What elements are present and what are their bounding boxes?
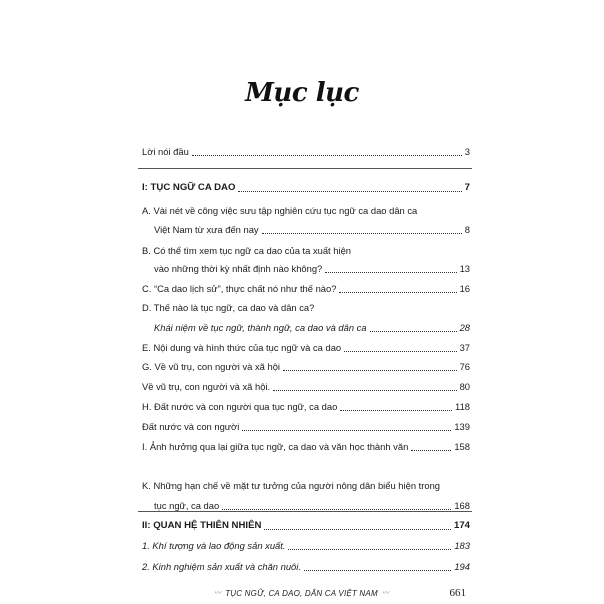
dot-leader bbox=[242, 429, 451, 431]
toc-page-number: 3 bbox=[464, 146, 470, 157]
toc-entry-text: E. Nội dung và hình thức của tục ngữ và ca dao bbox=[142, 342, 342, 353]
toc-entry-text: II: QUAN HỆ THIÊN NHIÊN bbox=[142, 520, 262, 531]
toc-entry-line bbox=[142, 421, 470, 433]
toc-entry-text: B. Có thể tìm xem tục ngữ ca dao của ta xuất hiện bbox=[142, 245, 351, 256]
toc-entry-text: I. Ảnh hưởng qua lại giữa tục ngữ, ca dao và văn học thành văn bbox=[142, 441, 409, 452]
toc-entry-line bbox=[142, 283, 470, 295]
toc-entry-line bbox=[154, 322, 470, 334]
toc-entry-text: Việt Nam từ xưa đến nay bbox=[154, 224, 259, 235]
toc-entry-text: C. “Ca dao lịch sử”, thực chất nó như thế nào? bbox=[142, 283, 337, 294]
dot-leader bbox=[339, 291, 456, 293]
toc-entry-text: Khái niệm về tục ngữ, thành ngữ, ca dao và dân ca bbox=[154, 322, 367, 333]
dot-leader bbox=[238, 190, 461, 192]
toc-entry-text: Đất nước và con người bbox=[142, 421, 240, 432]
toc-entry-line bbox=[142, 480, 470, 492]
ornament-icon: 〰 bbox=[214, 590, 222, 597]
toc-entry-line bbox=[142, 361, 470, 373]
toc-entry-line bbox=[154, 263, 470, 275]
toc-entry-line bbox=[154, 500, 470, 512]
dot-leader bbox=[325, 271, 456, 273]
dot-leader bbox=[273, 389, 456, 391]
toc-entry-text: tục ngữ, ca dao bbox=[154, 500, 220, 511]
toc-entry-text: vào những thời kỳ nhất định nào không? bbox=[154, 263, 323, 274]
toc-page-number: 118 bbox=[455, 401, 470, 412]
toc-page-number: 16 bbox=[459, 283, 470, 294]
toc-entry-line bbox=[142, 146, 470, 158]
toc-entry-line bbox=[142, 381, 470, 393]
toc-page-number: 158 bbox=[454, 441, 470, 452]
dot-leader bbox=[288, 548, 451, 550]
dot-leader bbox=[222, 508, 451, 510]
toc-entry-line bbox=[154, 224, 470, 236]
toc-page-number: 80 bbox=[459, 381, 470, 392]
page-footer bbox=[214, 586, 466, 600]
toc-page-number: 28 bbox=[459, 322, 470, 333]
toc-page-number: 194 bbox=[454, 561, 470, 572]
toc-entry-text: Lời nói đầu bbox=[142, 146, 189, 157]
toc-entry-text: I: TỤC NGỮ CA DAO bbox=[142, 182, 236, 193]
toc-entry-line bbox=[142, 182, 470, 194]
toc-page-number: 168 bbox=[454, 500, 470, 511]
toc-entry-text: A. Vài nét về công việc sưu tập nghiên cứu tục ngữ ca dao dân ca bbox=[142, 205, 418, 216]
toc-entry-line bbox=[142, 520, 470, 532]
toc-page-number: 139 bbox=[454, 421, 470, 432]
dot-leader bbox=[411, 449, 451, 451]
dot-leader bbox=[340, 409, 452, 411]
toc-entry-line bbox=[142, 205, 470, 217]
dot-leader bbox=[262, 232, 462, 234]
toc-entry-line bbox=[142, 561, 470, 573]
toc-entry-line bbox=[142, 401, 470, 413]
toc-page-number: 76 bbox=[459, 361, 470, 372]
toc-entry-line bbox=[142, 342, 470, 354]
page-number: 661 bbox=[449, 587, 466, 599]
toc-entry-text: 1. Khí tượng và lao động sản xuất. bbox=[142, 540, 286, 551]
dot-leader bbox=[304, 569, 451, 571]
dot-leader bbox=[264, 528, 451, 530]
toc-entry-text: H. Đất nước và con người qua tục ngữ, ca dao bbox=[142, 401, 338, 412]
toc-page-number: 7 bbox=[464, 182, 470, 193]
toc-page-number: 8 bbox=[464, 224, 470, 235]
dot-leader bbox=[192, 154, 462, 156]
ornament-icon: 〰 bbox=[381, 590, 390, 597]
page-title: Mục lục bbox=[245, 78, 359, 108]
toc-entry-line bbox=[142, 540, 470, 552]
toc-entry-text: D. Thế nào là tục ngữ, ca dao và dân ca? bbox=[142, 302, 315, 313]
toc-entry-line bbox=[142, 441, 470, 453]
toc-page-number: 183 bbox=[454, 540, 470, 551]
dot-leader bbox=[283, 369, 457, 371]
toc-page-number: 174 bbox=[453, 520, 470, 531]
toc-entry-text: G. Về vũ trụ, con người và xã hội bbox=[142, 361, 281, 372]
toc-entry-text: 2. Kinh nghiệm sản xuất và chăn nuôi. bbox=[142, 561, 301, 572]
toc-page-number: 37 bbox=[459, 342, 470, 353]
dot-leader bbox=[344, 350, 456, 352]
toc-entry-line bbox=[142, 245, 470, 257]
dot-leader bbox=[370, 330, 457, 332]
toc-entry-text: K. Những hạn chế về mặt tư tưởng của người nông dân biểu hiện trong bbox=[142, 480, 440, 491]
toc-entry-text: Về vũ trụ, con người và xã hội. bbox=[142, 381, 271, 392]
section-divider bbox=[138, 168, 472, 169]
toc-entry-line bbox=[142, 302, 470, 314]
toc-page-number: 13 bbox=[459, 263, 470, 274]
running-title bbox=[214, 588, 389, 598]
running-title-text: TỤC NGỮ, CA DAO, DÂN CA VIỆT NAM bbox=[225, 588, 378, 598]
